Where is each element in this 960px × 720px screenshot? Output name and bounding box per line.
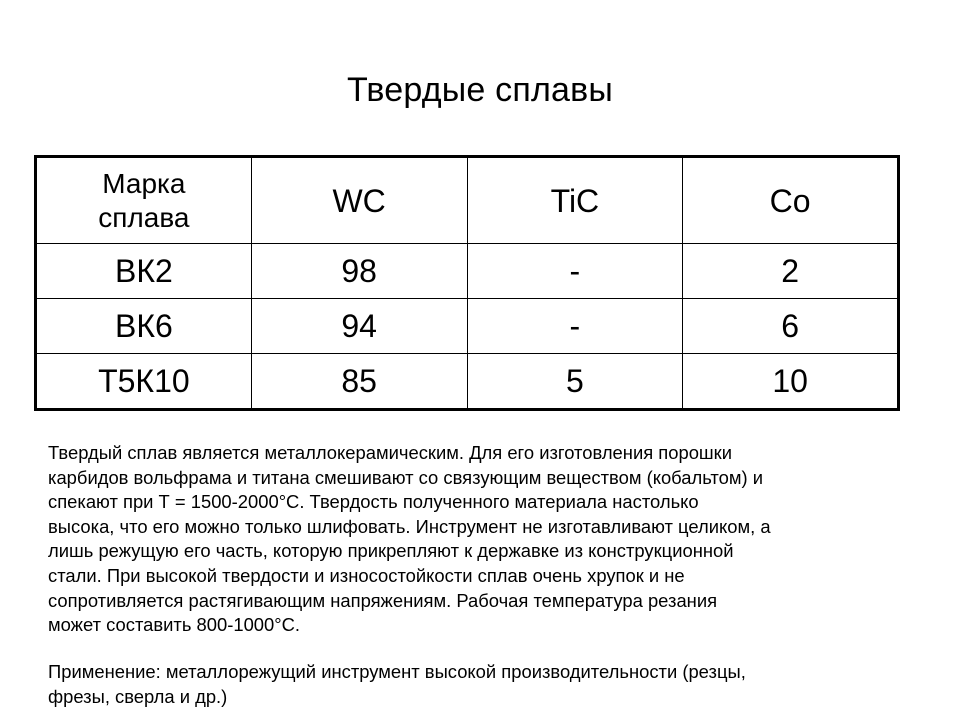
text-line: стали. При высокой твердости и износостойкости сплав очень хрупок и не — [48, 564, 685, 586]
text-line: может составить 800-1000°С. — [48, 614, 301, 636]
slide-title: Твердые сплавы — [346, 71, 614, 109]
table-row — [36, 299, 899, 354]
text-line: Твердый сплав является металлокерамическим. Для его изготовления порошки — [48, 442, 732, 463]
text-line: спекают при Т = 1500-2000°С. Твердость полученного материала настолько — [48, 491, 699, 513]
cell-alloy-grade: Т5К10 — [36, 354, 252, 410]
header-cell-tic: TiC — [467, 157, 683, 244]
text-line: лишь режущую его часть, которую прикрепляют к державке из конструкционной — [48, 540, 734, 562]
cell-tic: 5 — [467, 354, 683, 410]
cell-co: 6 — [683, 299, 899, 354]
table-header-row — [36, 157, 899, 244]
header-cell-alloy-grade — [36, 157, 252, 244]
cell-wc: 85 — [251, 354, 467, 410]
usage-paragraph — [48, 660, 928, 709]
alloy-composition-table — [34, 155, 900, 411]
description-paragraph — [48, 441, 928, 638]
table-row — [36, 354, 899, 410]
cell-tic: - — [467, 244, 683, 299]
cell-alloy-grade: ВК6 — [36, 299, 252, 354]
text-line: Применение: металлорежущий инструмент высокой производительности (резцы, — [48, 661, 746, 682]
cell-alloy-grade: ВК2 — [36, 244, 252, 299]
header-cell-wc: WC — [251, 157, 467, 244]
text-line: карбидов вольфрама и титана смешивают со связующим веществом (кобальтом) и — [48, 466, 763, 488]
cell-co: 2 — [683, 244, 899, 299]
header-alloy-grade-line-2: сплава — [98, 201, 190, 233]
cell-co: 10 — [683, 354, 899, 410]
text-line: высока, что его можно только шлифовать. Инструмент не изготавливают целиком, а — [48, 515, 771, 537]
text-line: фрезы, сверла и др.) — [48, 685, 228, 707]
cell-wc: 94 — [251, 299, 467, 354]
cell-wc: 98 — [251, 244, 467, 299]
text-line: сопротивляется растягивающим напряжениям. Рабочая температура резания — [48, 589, 718, 611]
table-row — [36, 244, 899, 299]
cell-tic: - — [467, 299, 683, 354]
header-cell-co: Co — [683, 157, 899, 244]
header-alloy-grade-line-1: Марка — [102, 167, 186, 199]
